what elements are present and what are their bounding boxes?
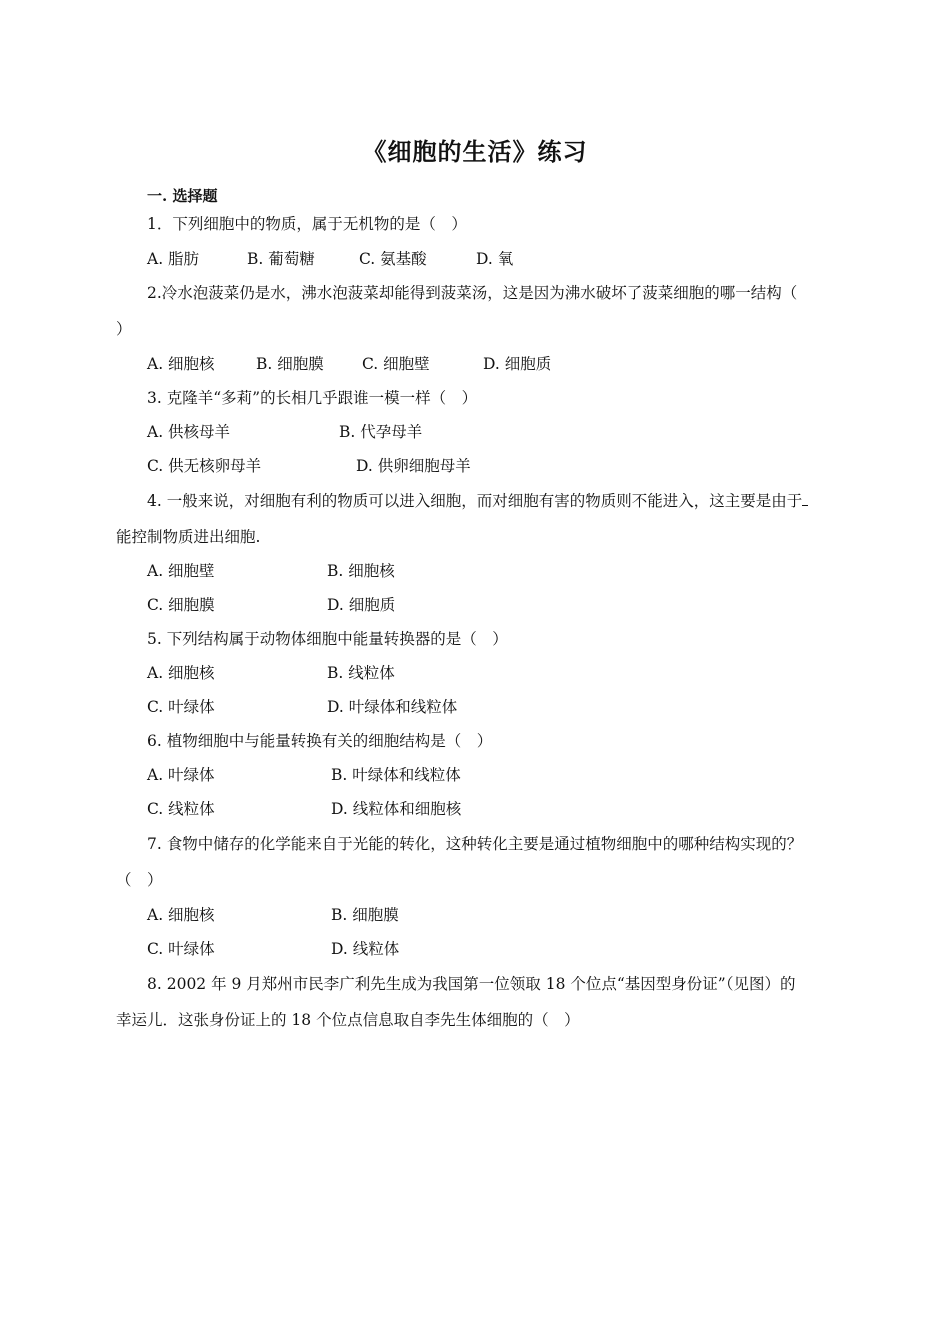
option: C. 供无核卵母羊 — [147, 457, 262, 475]
question-4-stem-cont: 能控制物质进出细胞. — [116, 528, 261, 546]
option: C. 细胞膜 — [147, 596, 215, 614]
option: B. 细胞膜 — [331, 906, 399, 924]
option: B. 细胞核 — [327, 562, 395, 580]
option: A. 叶绿体 — [147, 766, 215, 784]
option: D. 细胞质 — [483, 355, 552, 373]
question-1-stem: 1．下列细胞中的物质，属于无机物的是（ ） — [147, 215, 467, 233]
option: C. 叶绿体 — [147, 940, 215, 958]
question-4-stem — [147, 491, 808, 511]
question-2-stem: 2.冷水泡菠菜仍是水，沸水泡菠菜却能得到菠菜汤，这是因为沸水破坏了菠菜细胞的哪一结构（ — [147, 284, 798, 302]
option: B. 代孕母羊 — [339, 423, 423, 441]
answer-blank — [802, 491, 808, 506]
option: D. 细胞质 — [327, 596, 396, 614]
option: C. 叶绿体 — [147, 698, 215, 716]
question-7-stem-cont: （ ） — [116, 871, 163, 889]
option: C. 细胞壁 — [362, 355, 430, 373]
question-5-stem: 5. 下列结构属于动物体细胞中能量转换器的是（ ） — [147, 630, 508, 648]
option: B. 葡萄糖 — [247, 250, 315, 268]
question-8-stem: 8. 2002 年 9 月郑州市民李广利先生成为我国第一位领取 18 个位点“基因型身份证”（见图）的 — [147, 975, 796, 993]
option: A. 细胞核 — [147, 355, 215, 373]
question-2-stem-cont: ） — [116, 320, 132, 338]
option: A. 细胞核 — [147, 906, 215, 924]
section-heading: 一. 选择题 — [147, 187, 218, 205]
option: D. 供卵细胞母羊 — [356, 457, 471, 475]
option: A. 细胞核 — [147, 664, 215, 682]
question-7-stem: 7. 食物中储存的化学能来自于光能的转化，这种转化主要是通过植物细胞中的哪种结构实现的？ — [147, 835, 803, 853]
option: D. 叶绿体和线粒体 — [327, 698, 458, 716]
option: B. 线粒体 — [327, 664, 395, 682]
question-3-stem: 3. 克隆羊“多莉”的长相几乎跟谁一模一样（ ） — [147, 389, 478, 407]
option: D. 氧 — [476, 250, 514, 268]
option: D. 线粒体和细胞核 — [331, 800, 462, 818]
option: C. 氨基酸 — [359, 250, 427, 268]
option: B. 叶绿体和线粒体 — [331, 766, 461, 784]
option: A. 细胞壁 — [147, 562, 215, 580]
option: A. 供核母羊 — [147, 423, 231, 441]
option: A. 脂肪 — [147, 250, 200, 268]
option: C. 线粒体 — [147, 800, 215, 818]
question-6-stem: 6. 植物细胞中与能量转换有关的细胞结构是（ ） — [147, 732, 493, 750]
question-4-stem-text: 4. 一般来说，对细胞有利的物质可以进入细胞，而对细胞有害的物质则不能进入，这主要是由于 — [147, 492, 803, 510]
option: B. 细胞膜 — [256, 355, 324, 373]
question-8-stem-cont: 幸运儿．这张身份证上的 18 个位点信息取自李先生体细胞的（ ） — [116, 1011, 580, 1029]
page-title: 《细胞的生活》练习 — [362, 137, 588, 166]
option: D. 线粒体 — [331, 940, 400, 958]
